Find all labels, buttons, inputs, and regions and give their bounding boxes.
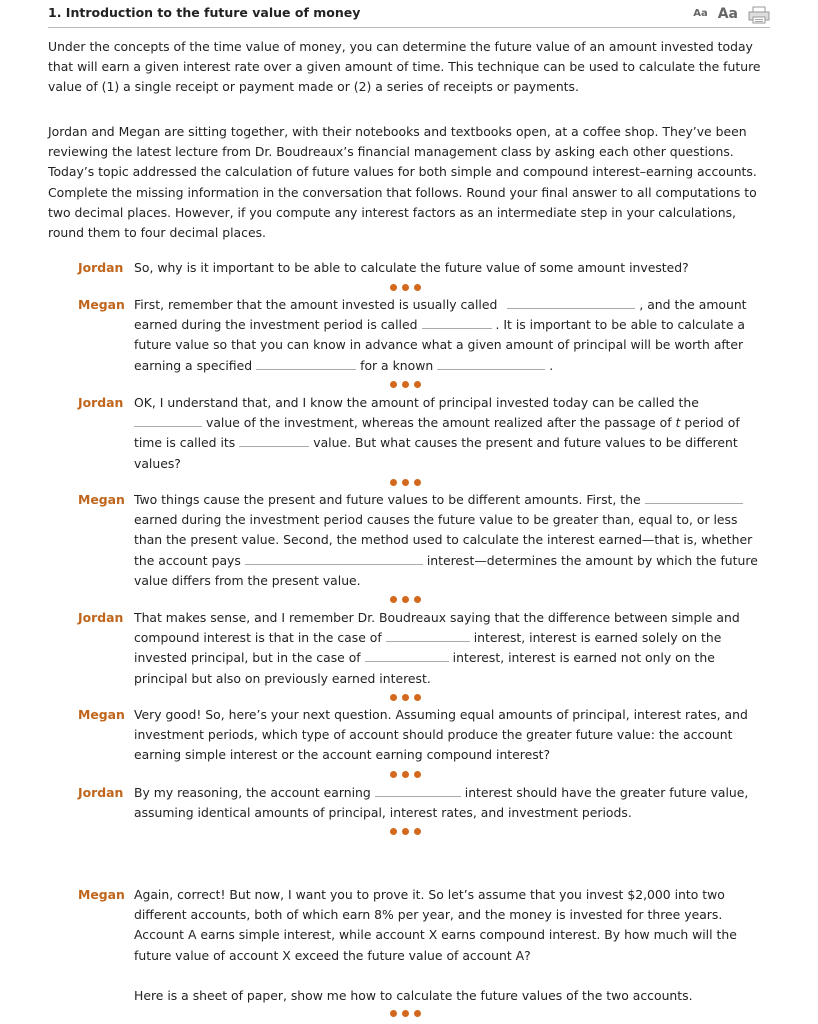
dialogue-separator <box>390 381 430 389</box>
blank-interest-type[interactable] <box>245 552 423 565</box>
dialogue-separator <box>390 479 430 487</box>
dialogue-megan-3 <box>78 705 768 766</box>
speaker-label: Jordan <box>78 395 124 410</box>
speaker-label: Megan <box>78 297 125 312</box>
decrease-font-button[interactable]: Aa <box>693 8 708 19</box>
dialogue-jordan-4 <box>78 783 768 823</box>
speaker-label: Megan <box>78 887 125 902</box>
speaker-label: Jordan <box>78 260 124 275</box>
dialogue-text: So, why is it important to be able to calculate the future value of some amount invested? <box>134 260 689 275</box>
blank-principal[interactable] <box>507 296 635 309</box>
speaker-label: Megan <box>78 492 125 507</box>
printer-icon[interactable] <box>748 6 770 24</box>
toolbar <box>693 4 770 24</box>
header-divider <box>48 27 770 28</box>
speaker-label: Jordan <box>78 610 124 625</box>
dialogue-text: OK, I understand that, and I know the amount of principal invested today can be called the value of the investment, whereas the amount realized after the passage of t period of time is called its value. But what causes the present and future values to be different values? <box>134 395 740 471</box>
intro-paragraph: Under the concepts of the time value of money, you can determine the future value of an amount invested today that will earn a given interest rate over a given amount of time. This technique can be used to calculate the future value of (1) a single receipt or payment made or (2) a series of receipts or payments. <box>48 39 761 95</box>
question-title: 1. Introduction to the future value of money <box>48 5 361 20</box>
blank-present[interactable] <box>134 414 202 427</box>
dialogue-text: First, remember that the amount invested is usually called , and the amount earned during the investment period is called . It is important to be able to calculate a future value so that you can know in advance what a given amount of principal will be worth after earning a specified for a known . <box>134 297 747 373</box>
dialogue-separator <box>390 771 430 779</box>
increase-font-button[interactable]: Aa <box>717 6 738 22</box>
context-paragraph: Jordan and Megan are sitting together, with their notebooks and textbooks open, at a coffee shop. They’ve been reviewing the latest lecture from Dr. Boudreaux’s financial management class by asking each other questions. Today’s topic addressed the calculation of future values for both simple and compound interest–earning accounts. Complete the missing information in the conversation that follows. Round your final answer to all computations to two decimal places. However, if you compute any interest factors as an intermediate step in your calculations, round them to four decimal places. <box>48 124 757 241</box>
blank-time-period[interactable] <box>437 357 545 370</box>
dialogue-separator <box>390 1010 430 1018</box>
page-header <box>48 4 770 24</box>
speaker-label: Megan <box>78 707 125 722</box>
dialogue-jordan-3 <box>78 608 768 689</box>
speaker-label: Jordan <box>78 785 124 800</box>
dialogue-text: Again, correct! But now, I want you to prove it. So let’s assume that you invest $2,000 into two different accounts, both of which earn 8% per year, and the money is invested for three years. Account A earns simple interest, while account X earns compound interest. By how much will the future value of account X exceed the future value of account A? <box>134 887 737 963</box>
dialogue-jordan-1 <box>78 258 768 278</box>
dialogue-megan-4 <box>78 885 768 1006</box>
dialogue-separator <box>390 284 430 292</box>
dialogue-text: By my reasoning, the account earning interest should have the greater future value, assuming identical amounts of principal, interest rates, and investment periods. <box>134 785 749 821</box>
blank-interest[interactable] <box>422 316 492 329</box>
dialogue-text: Two things cause the present and future values to be different amounts. First, the earned during the investment period causes the future value to be greater than, equal to, or less than the present value. Second, the method used to calculate the interest earned—that is, whether the account pays interest—determines the amount by which the future value differs from the present value. <box>134 492 758 588</box>
blank-greater-interest[interactable] <box>375 784 461 797</box>
dialogue-text: That makes sense, and I remember Dr. Boudreaux saying that the difference between simple and compound interest is that in the case of interest, interest is earned solely on the invested principal, but in the case of interest, interest is earned not only on the principal but also on previously earned interest. <box>134 610 740 686</box>
dialogue-megan-2 <box>78 490 768 591</box>
dialogue-separator <box>390 694 430 702</box>
dialogue-megan-1 <box>78 295 768 376</box>
dialogue-jordan-2 <box>78 393 768 474</box>
blank-simple[interactable] <box>386 629 470 642</box>
dialogue-text-continued: Here is a sheet of paper, show me how to calculate the future values of the two accounts. <box>134 987 693 1003</box>
dialogue-text: Very good! So, here’s your next question. Assuming equal amounts of principal, interest rates, and investment periods, which type of account should produce the greater future value: the account earning simple interest or the account earning compound interest? <box>134 707 748 763</box>
dialogue-separator <box>390 596 430 604</box>
blank-rate-of-return[interactable] <box>645 491 743 504</box>
blank-future[interactable] <box>239 434 309 447</box>
blank-interest-rate[interactable] <box>256 357 356 370</box>
dialogue-separator <box>390 828 430 836</box>
blank-compound[interactable] <box>365 649 449 662</box>
